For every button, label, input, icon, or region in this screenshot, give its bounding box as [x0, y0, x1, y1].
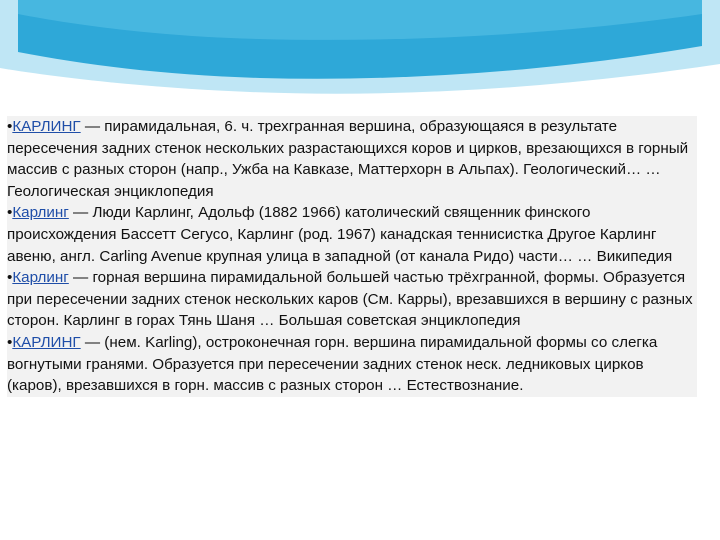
- entry-text: — пирамидальная, 6. ч. трехгранная вершина, образующаяся в результате пересечения задних стенок нескольких разрастающихся коров и цирков, врезающихся в горный массив с разных сторон (напр., Ужба на Кавказе, Маттерхорн в Альпах). Геологический… … Геологическая энциклопедия: [7, 118, 689, 200]
- entry-term-link[interactable]: КАРЛИНГ: [12, 333, 81, 351]
- entry-4: [7, 332, 697, 397]
- content-text-box: [7, 116, 697, 397]
- entry-text: — Люди Карлинг, Адольф (1882 1966) католический священник финского происхождения Бассетт Сегусо, Карлинг (род. 1967) канадская теннисистка Другое Карлинг авеню, англ. Carling Avenue крупная улица в западной (от канала Ридо) части… … Википедия: [7, 204, 673, 265]
- entry-bullet: •: [7, 333, 13, 351]
- entry-3: [7, 267, 697, 332]
- entry-text: — (нем. Karling), остроконечная горн. вершина пирамидальной формы со слегка вогнутыми гранями. Образуется при пересечении задних стенок неск. ледниковых цирков (каров), врезавшихся в горн. массив с разных сторон … Естествознание.: [7, 333, 658, 395]
- entry-bullet: •: [7, 204, 13, 222]
- entry-bullet: •: [7, 118, 13, 135]
- entry-term-link[interactable]: КАРЛИНГ: [12, 118, 81, 135]
- entry-1: [7, 116, 697, 202]
- entry-term-link[interactable]: Карлинг: [12, 204, 69, 222]
- entry-term-link[interactable]: Карлинг: [12, 269, 69, 287]
- entry-bullet: •: [7, 269, 13, 287]
- header-wave-decoration: [0, 0, 720, 120]
- entry-2: [7, 202, 697, 267]
- entry-text: — горная вершина пирамидальной большей частью трёхгранной, формы. Образуется при пересечении задних стенок нескольких каров (См. Карры), врезавшихся в вершину с разных сторон. Карлинг в горах Тянь Шаня … Большая советская энциклопедия: [7, 269, 693, 330]
